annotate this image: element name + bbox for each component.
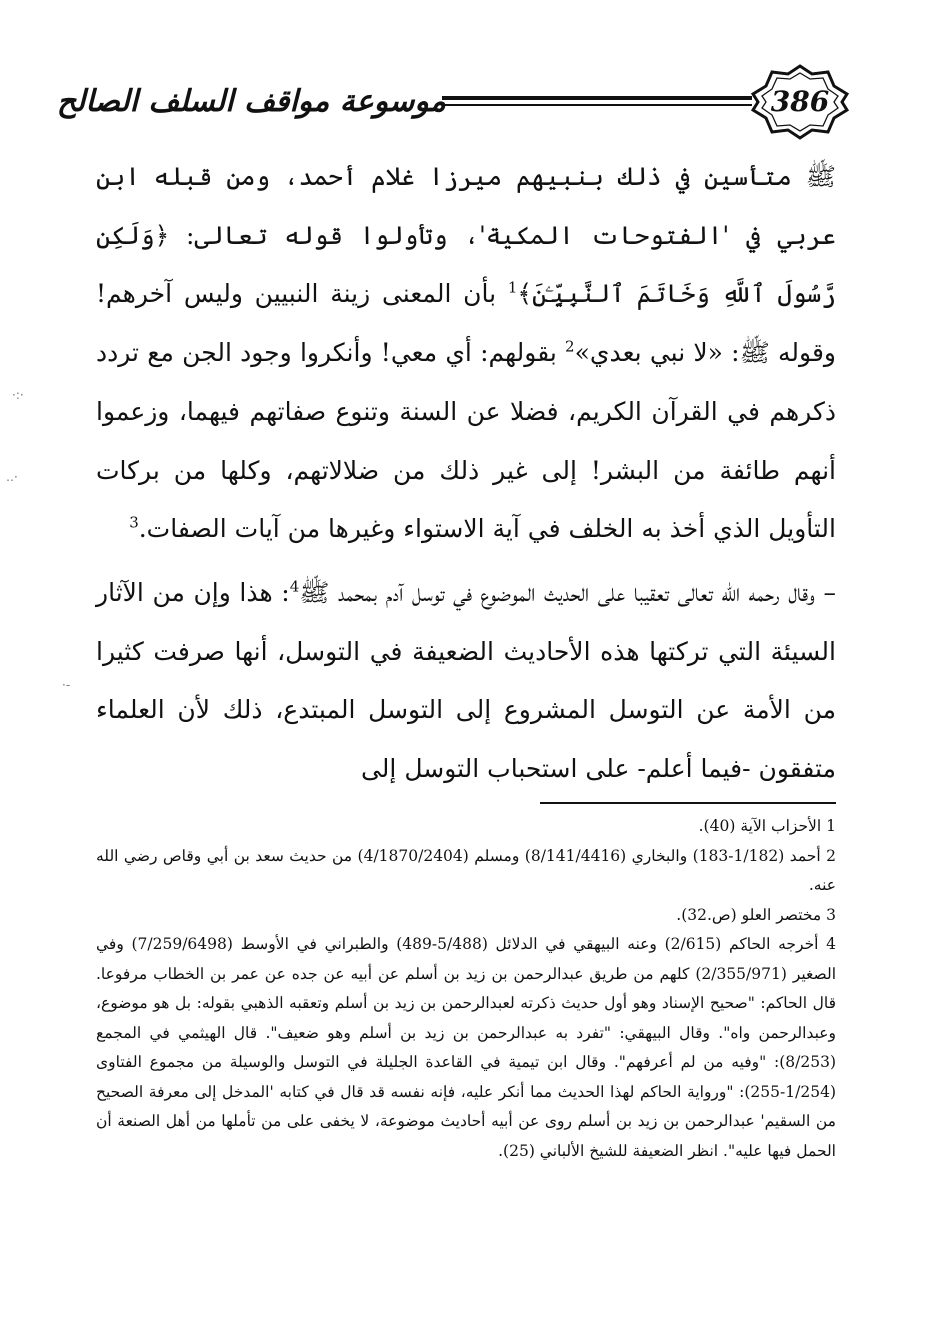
footnotes <box>96 812 836 1166</box>
page-number: 386 <box>770 85 830 118</box>
text-run: ﷺ متأسين في ذلك بنبيهم ميرزا غلام أحمد، ومن قبله ابن عربي في 'الفتوحات المكية'، وتأولوا قوله تعالى: ﴿وَلَكِن رَّسُولَ ٱللَّهِ وَخَاتَمَ ٱلنَّبِيِّـۧنَ﴾ <box>96 162 836 309</box>
footnote-4: 4 أخرجه الحاكم (2/615) وعنه البيهقي في الدلائل (5/488-489) والطبراني في الأوسط (7/259/6498) وفي الصغير (2/355/971) كلهم من طريق عبدالرحمن بن زيد بن أسلم عن أبيه عن جده عن عمر بن الخطاب مرفوعا. قال الحاكم: "صحيح الإسناد وهو أول حديث ذكرته لعبدالرحمن بن زيد بن أسلم وتعقبه الذهبي بقوله: بل هو موضوع، وعبدالرحمن واه". وقال البيهقي: "تفرد به عبدالرحمن بن زيد بن أسلم وهو ضعيف". قال الهيثمي في المجمع (8/253): "وفيه من لم أعرفهم". وقال ابن تيمية في القاعدة الجليلة في التوسل والوسيلة من مجموع الفتاوى (1/254-255): "ورواية الحاكم لهذا الحديث مما أنكر عليه، فإنه نفسه قد قال في كتابه 'المدخل إلى معرفة الصحيح من السقيم' عبدالرحمن بن زيد بن أسلم روى عن أبيه أحاديث موضوعة، لا يخفى على من تأملها من أهل الصنعة أن الحمل فيها عليه". انظر الضعيفة للشيخ الألباني (25). <box>96 935 836 1160</box>
text-run: – وقال رحمه الله تعالى تعقيبا على الحديث الموضوع في توسل آدم بمحمد ﷺ <box>299 577 836 607</box>
text-run: بقولهم: أي معي! وأنكروا وجود الجن مع تردد ذكرهم في القرآن الكريم، فضلا عن السنة وتنوع صفاتهم فيهما، وزعموا أنهم طائفة من البشر! إلى غير ذلك من ضلالاتهم، وكلها من بركات التأويل الذي أخذ به الخلف في آية الاستواء وغيرها من آيات الصفات. <box>96 338 836 544</box>
paragraph <box>96 148 836 559</box>
page-header <box>56 62 850 142</box>
book-title: موسوعة مواقف السلف الصالح <box>56 84 446 119</box>
scan-speck: ·‐ <box>62 678 71 692</box>
header-rule-thin <box>442 104 752 106</box>
footnote-ref-2[interactable]: 2 <box>565 337 575 356</box>
footnote-2: 2 أحمد (1/182-183) والبخاري (8/141/4416) ومسلم (4/1870/2404) من حديث سعد بن أبي وقاص رضي الله عنه. <box>96 846 836 894</box>
footnote-3: 3 مختصر العلو (ص.32). <box>676 905 836 924</box>
footnote-1: 1 الأحزاب الآية (40). <box>698 817 836 835</box>
footnote-ref-4[interactable]: 4 <box>289 577 300 596</box>
text-run: : هذا وإن من الآثار السيئة التي تركتها هذه الأحاديث الضعيفة في التوسل، أنها صرفت كثيرا من الأمة عن التوسل المشروع إلى التوسل المبتدع، ذلك لأن العلماء متفقون -فيما أعلم- على استحباب التوسل إلى <box>96 577 836 784</box>
page-number-badge <box>750 64 850 140</box>
scan-speck: ·:· <box>12 388 24 402</box>
footnote-ref-1[interactable]: 1 <box>507 279 518 298</box>
footnote-ref-3[interactable]: 3 <box>129 513 139 532</box>
header-rule <box>442 96 752 100</box>
paragraph <box>96 564 836 799</box>
scan-speck: ‥· <box>6 470 18 484</box>
main-text <box>96 148 836 799</box>
footnote-separator <box>540 802 836 804</box>
text-run: بأن المعنى زينة النبيين وليس آخرهم! وقوله ﷺ: «لا نبي بعدي» <box>96 279 836 368</box>
